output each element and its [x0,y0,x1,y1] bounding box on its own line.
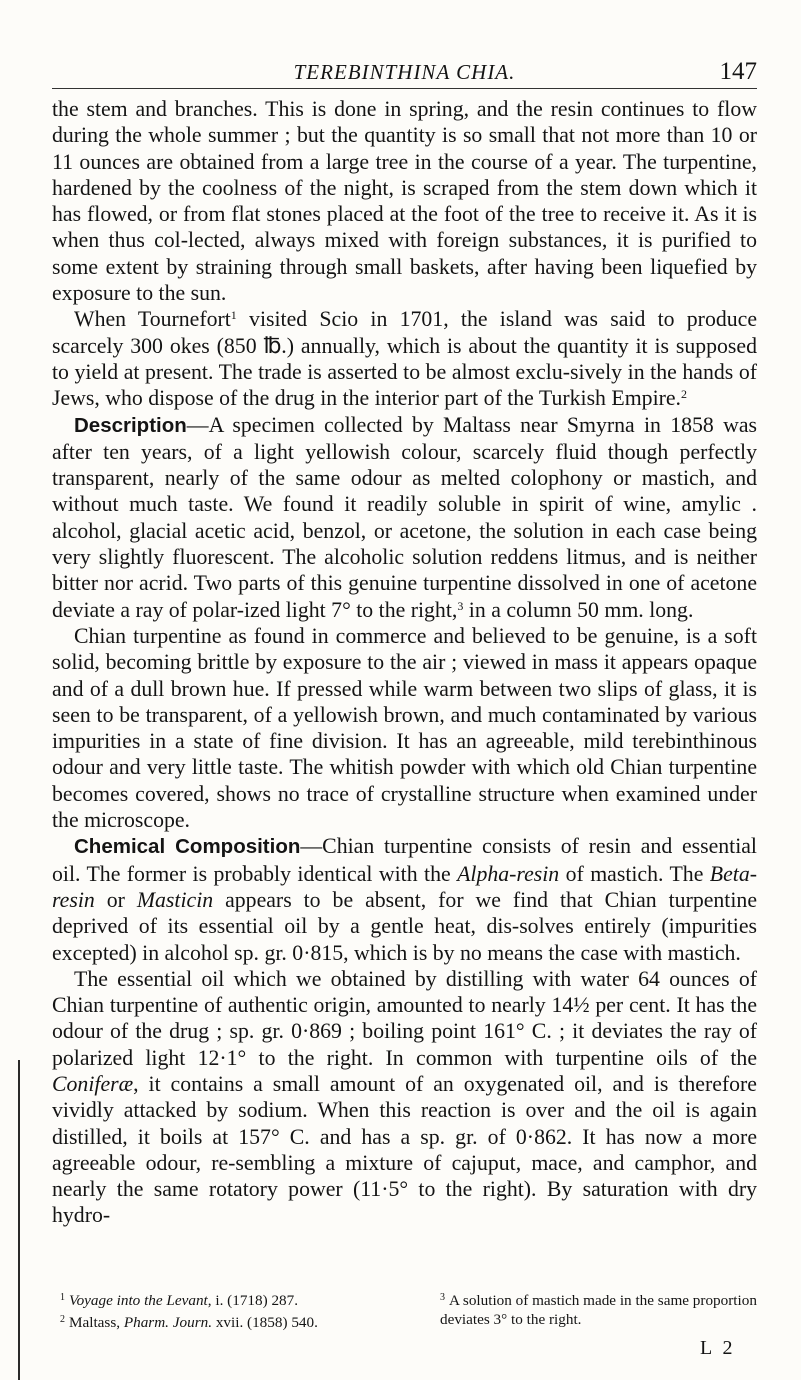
page-header [52,58,757,90]
paragraph-description: Description—A specimen collected by Maltass near Smyrna in 1858 was after ten years, of a light yellowish colour, scarcely fluid though perfectly transparent, nearly of the same odour as melted colophony or mastich, and without much taste. We found it readily soluble in spirit of wine, amylic . alcohol, glacial acetic acid, benzol, or acetone, the solution in each case being very slightly fluorescent. The alcoholic solution reddens litmus, and is neither bitter nor acrid. Two parts of this genuine turpentine dissolved in one of acetone deviate a ray of polar-ized light 7° to the right,$^3$ in a column 50 mm. long. [52,412,757,622]
footnote-ref-3: 3 [457,598,464,613]
footnote-1: $^1$ Voyage into the Levant, i. (1718) 287. [60,1292,299,1309]
paragraph-2: When Tournefort$^1$ visited Scio in 1701, the island was said to produce scarcely 300 okes (850 ℔.) annually, which is about the quantity it is supposed to yield at present. The trade is asserted to be almost exclu-sively in the hands of Jews, who dispose of the drug in the interior part of the Turkish Empire.$^2$ [52,307,757,411]
paragraph-1: the stem and branches. This is done in spring, and the resin continues to flow during the whole summer ; but the quantity is so small that not more than 10 or 11 ounces are obtained from a large tree in the course of a year. The turpentine, hardened by the coolness of the night, is scraped from the stem down which it has flowed, or from flat stones placed at the foot of the tree to receive it. As it is when thus col-lected, always mixed with foreign substances, it is purified to some extent by straining through small baskets, after having been liquefied by exposure to the sun. [52,97,757,306]
running-title: TEREBINTHINA CHIA. [293,60,516,84]
page-number: 147 [719,58,757,85]
section-heading-description: Description [74,413,187,437]
paragraph-essential-oil: The essential oil which we obtained by distilling with water 64 ounces of Chian turpentine of authentic origin, amounted to nearly 14½ per cent. It has the odour of the drug ; sp. gr. 0·869 ; boiling point 161° C. ; it deviates the ray of polarized light 12·1° to the right. In common with turpentine oils of the Coniferæ, it contains a small amount of an oxygenated oil, and is therefore vividly attacked by sodium. When this reaction is over and the oil is again distilled, it boils at 157° C. and has a sp. gr. of 0·862. It has now a more agreeable odour, re-sembling a mixture of cajuput, mace, and camphor, and nearly the same rotatory power (11·5° to the right). By saturation with dry hydro- [52,966,757,1228]
footnote-3: $^3$ A solution of mastich made in the same proportion deviates 3° to the right. [440,1292,757,1328]
section-heading-chemical-composition: Chemical Composition [74,835,301,859]
gutter-shadow [18,1060,20,1380]
signature-mark: L 2 [700,1337,736,1359]
paragraph-chemical-composition: Chemical Composition—Chian turpentine consists of resin and essential oil. The former is probably identical with the Alpha-resin of mastich. The Beta-resin or Masticin appears to be absent, for we find that Chian turpentine deprived of its essential oil by a gentle heat, dis-solves entirely (impurities excepted) in alcohol sp. gr. 0·815, which is by no means the case with mastich. [52,834,757,965]
footnote-ref-1: 1 [230,308,237,323]
paragraph-commerce: Chian turpentine as found in commerce and believed to be genuine, is a soft solid, becoming brittle by exposure to the air ; viewed in mass it appears opaque and of a dull brown hue. If pressed while warm between two slips of glass, it is seen to be transparent, of a yellowish brown, and much contaminated by various impurities in a state of fine division. It has an agreeable, mild terebinthinous odour and very little taste. The whitish powder with which old Chian turpentine becomes covered, shows no trace of crystalline structure when examined under the microscope. [52,623,757,833]
footnote-2: $^2$ Maltass, Pharm. Journ. xvii. (1858) 540. [60,1314,318,1331]
body-text [52,96,757,1229]
footnote-ref-2: 2 [681,387,688,402]
header-rule [52,88,757,89]
